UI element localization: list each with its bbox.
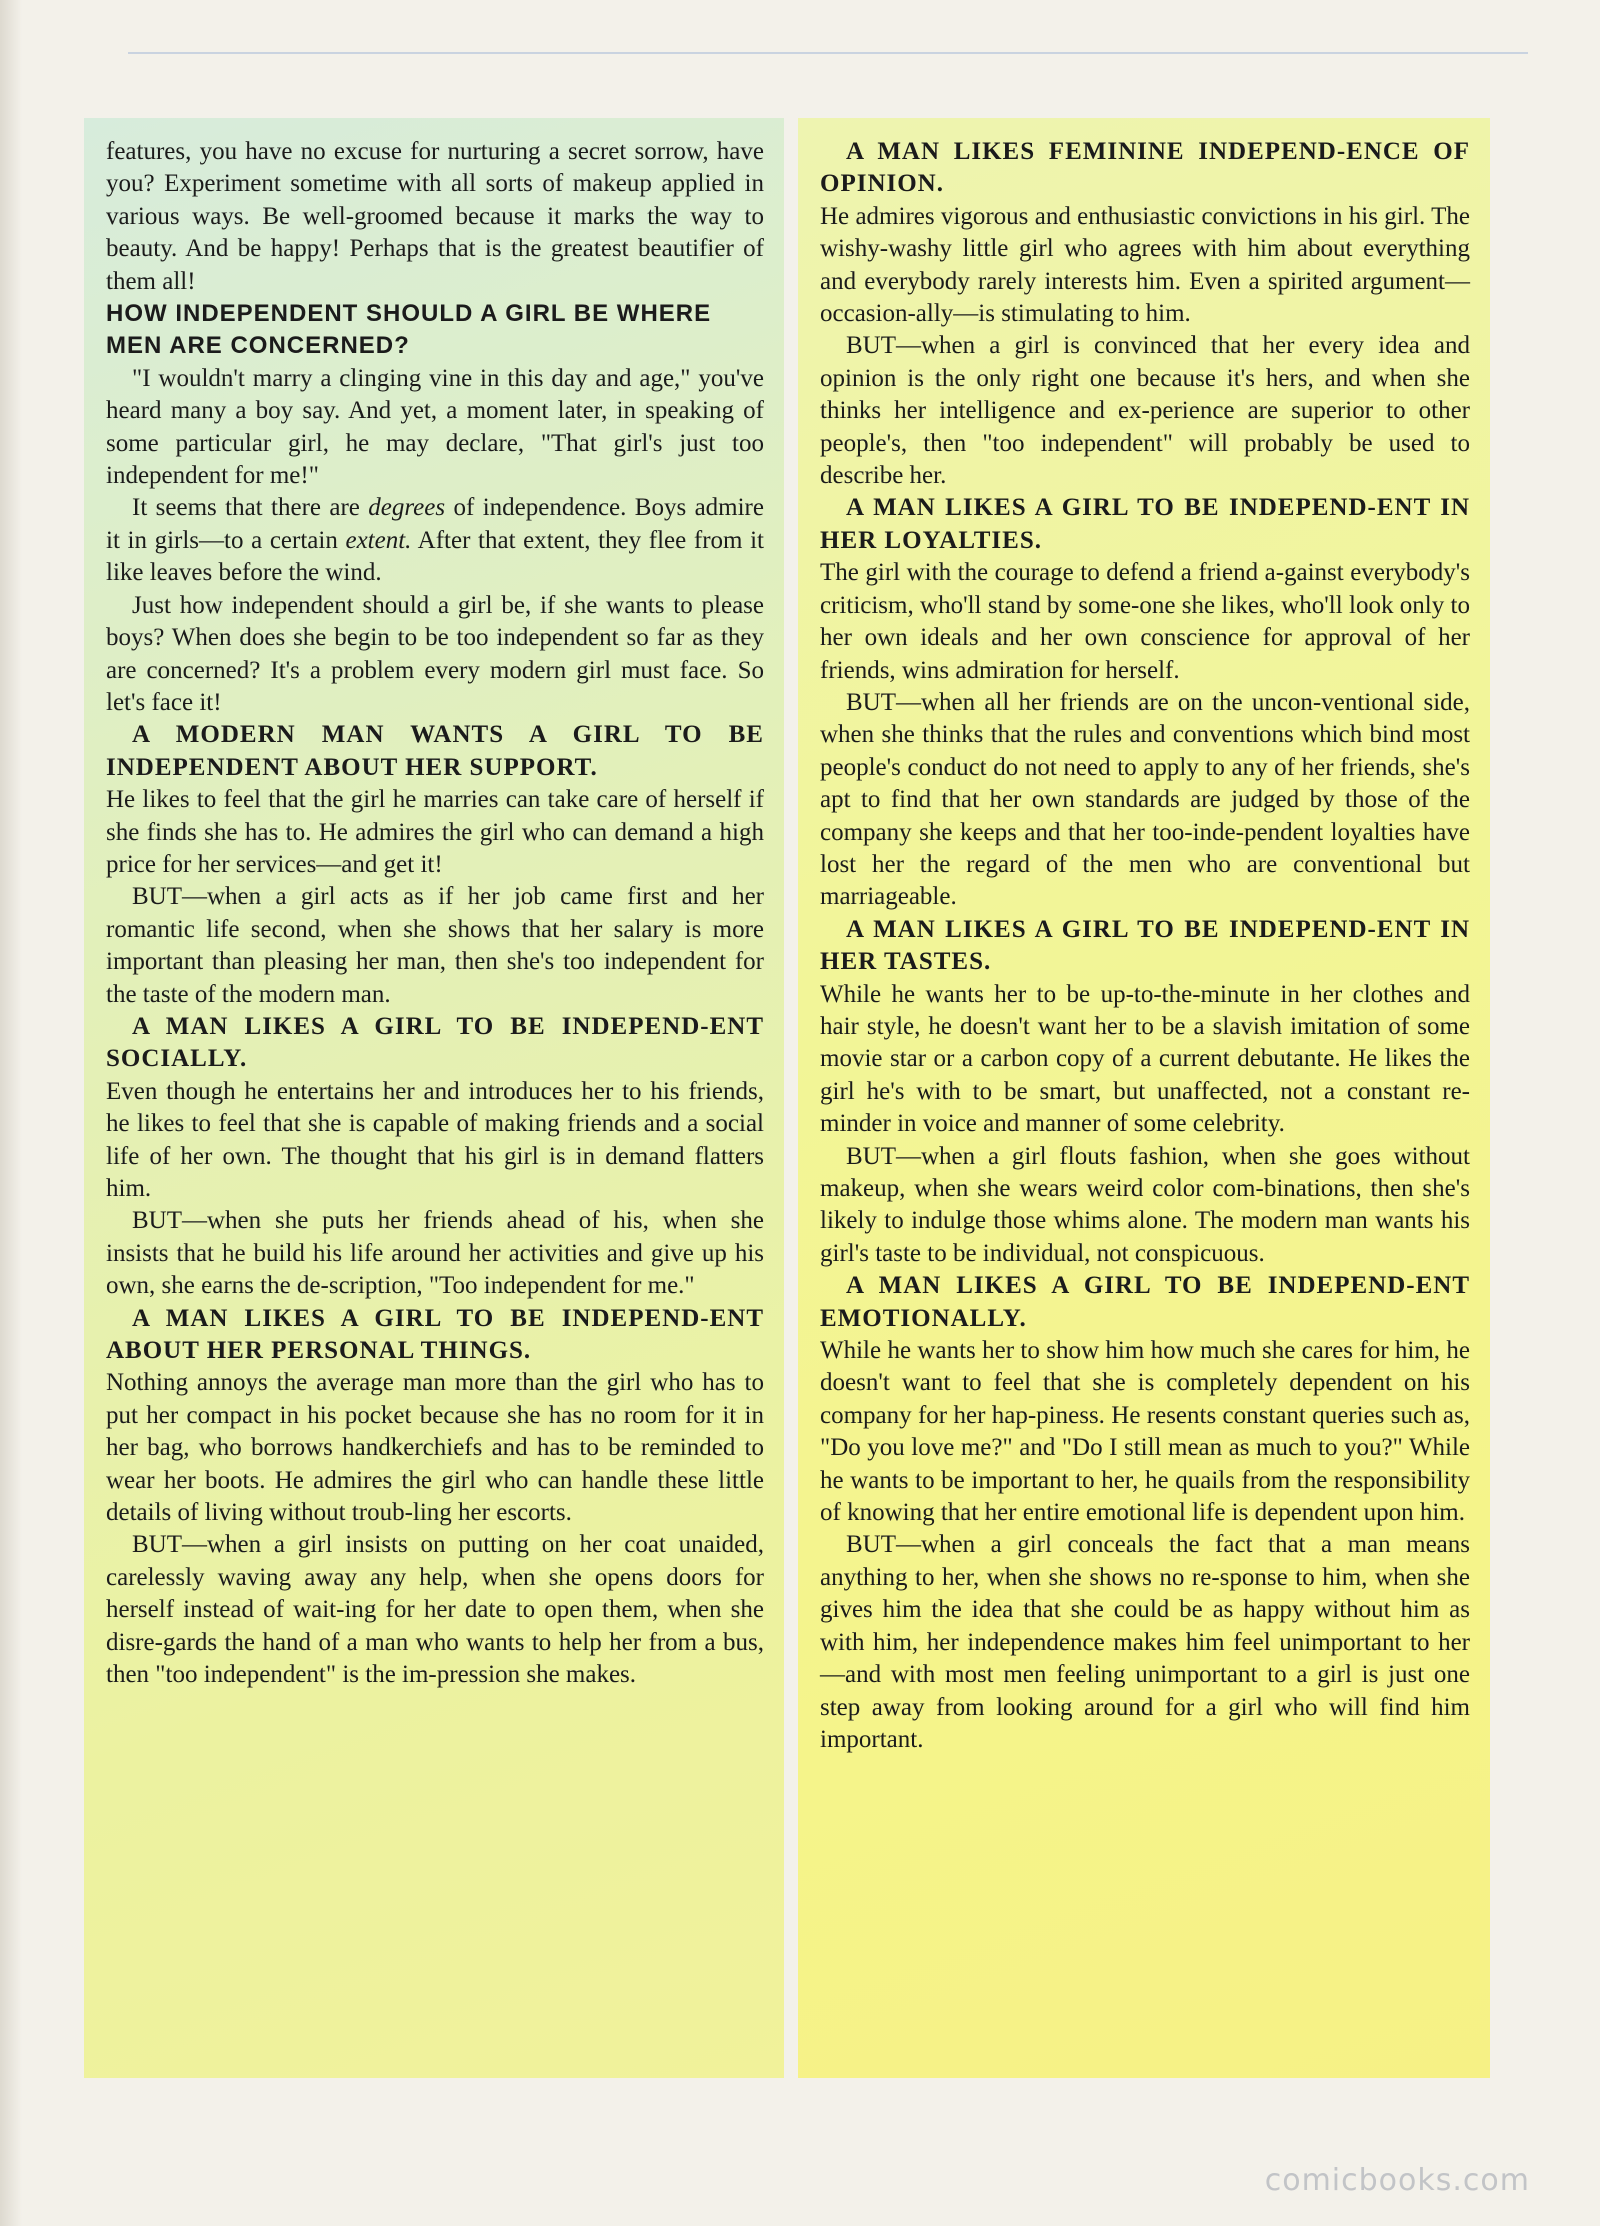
section-heading: HOW INDEPENDENT SHOULD A GIRL BE WHERE MEN ARE CONCERNED? bbox=[106, 300, 712, 360]
subsection-heading: A MAN LIKES FEMININE INDEPEND-ENCE OF OPINION. bbox=[820, 138, 1470, 198]
subsection-heading: A MAN LIKES A GIRL TO BE INDEPEND-ENT SOCIALLY. bbox=[106, 1012, 764, 1073]
body-paragraph: He admires vigorous and enthusiastic convictions in his girl. The wishy-washy little girl who agrees with him about everything and everybody rarely interests him. Even a spirited argument—occasion-ally—is stimulating to him. bbox=[820, 202, 1470, 328]
emphasis-text: degrees bbox=[368, 494, 446, 522]
right-column bbox=[798, 118, 1490, 2078]
emphasis-text: extent. bbox=[345, 526, 412, 554]
watermark: comicbooks.com bbox=[1264, 2163, 1530, 2198]
subsection-heading: A MAN LIKES A GIRL TO BE INDEPEND-ENT IN HER LOYALTIES. bbox=[820, 494, 1470, 554]
body-paragraph: BUT—when a girl is convinced that her every idea and opinion is the only right one because it's hers, and when she thinks her intelligence and ex-perience are superior to other people's, then "too independent" will probably be used to describe her. bbox=[820, 332, 1470, 490]
paragraph-text: of independence. Boys admire it in girls—to a certain bbox=[106, 494, 764, 554]
body-paragraph: BUT—when all her friends are on the uncon-ventional side, when she thinks that the rules and conventions which bind most people's conduct do not need to apply to any of her friends, she's apt to find that her own standards are judged by those of the company she keeps and that her too-inde-pendent loyalties have lost her the regard of the men who are conventional but marriageable. bbox=[820, 688, 1470, 911]
body-paragraph: BUT—when a girl flouts fashion, when she goes without makeup, when she wears weird color com-binations, then she's likely to indulge those whims alone. The modern man wants his girl's taste to be individual, not conspicuous. bbox=[820, 1142, 1470, 1267]
body-paragraph: "I wouldn't marry a clinging vine in this day and age," you've heard many a boy say. And yet, a moment later, in speaking of some particular girl, he may declare, "That girl's just too independent for me!" bbox=[106, 364, 764, 490]
body-paragraph: BUT—when a girl insists on putting on her coat unaided, carelessly waving away any help, when she opens doors for herself instead of wait-ing for her date to open them, when she disre-gards the hand of a man who wants to help her from a bus, then "too independent" is the im-pression she makes. bbox=[106, 1531, 764, 1689]
body-paragraph: The girl with the courage to defend a friend a-gainst everybody's criticism, who'll stand by some-one she likes, who'll look only to her own ideals and her own conscience for approval of her friends, wins admiration for herself. bbox=[820, 559, 1470, 684]
body-paragraph: BUT—when a girl acts as if her job came first and her romantic life second, when she shows that her salary is more important than pleasing her man, then she's too independent for the taste of the modern man. bbox=[106, 883, 764, 1008]
body-paragraph: Even though he entertains her and introduces her to his friends, he likes to feel that she is capable of making friends and a social life of her own. The thought that his girl is in demand flatters him. bbox=[106, 1077, 764, 1202]
body-paragraph: He likes to feel that the girl he marries can take care of herself if she finds she has to. He admires the girl who can demand a high price for her services—and get it! bbox=[106, 786, 764, 878]
body-paragraph: While he wants her to be up-to-the-minute in her clothes and hair style, he doesn't want her to be a slavish imitation of some movie star or a carbon copy of a current debutante. He likes the girl he's with to be smart, but unaffected, not a constant re-minder in voice and manner of some celebrity. bbox=[820, 980, 1470, 1138]
subsection-heading: A MAN LIKES A GIRL TO BE INDEPEND-ENT EMOTIONALLY. bbox=[820, 1272, 1470, 1332]
paragraph-text: It seems that there are bbox=[132, 494, 369, 522]
subsection-heading: A MAN LIKES A GIRL TO BE INDEPEND-ENT IN HER TASTES. bbox=[820, 915, 1470, 976]
body-paragraph: Nothing annoys the average man more than the girl who has to put her compact in his pocket because she has no room for it in her bag, who borrows handkerchiefs and has to be reminded to wear her boots. He admires the girl who can handle these little details of living without troub-ling her escorts. bbox=[106, 1369, 764, 1527]
body-paragraph: BUT—when she puts her friends ahead of his, when she insists that he build his life around her activities and give up his own, she earns the de-scription, "Too independent for me." bbox=[106, 1207, 764, 1300]
body-paragraph: features, you have no excuse for nurturing a secret sorrow, have you? Experiment sometime with all sorts of makeup applied in various ways. Be well-groomed because it marks the way to beauty. And be happy! Perhaps that is the greatest beautifier of them all! bbox=[106, 138, 764, 295]
top-rule bbox=[128, 52, 1528, 54]
body-paragraph: While he wants her to show him how much she cares for him, he doesn't want to feel that she is completely dependent on his company for her hap-piness. He resents constant queries such as, "Do you love me?" and "Do I still mean as much to you?" While he wants to be important to her, he quails from the responsibility of knowing that her entire emotional life is dependent upon him. bbox=[820, 1337, 1470, 1527]
body-paragraph: BUT—when a girl conceals the fact that a man means anything to her, when she shows no re-sponse to him, when she gives him the idea that she could be as happy without him as with him, her independence makes him feel unimportant to her—and with most men feeling unimportant to a girl is just one step away from looking around for a girl who will find him important. bbox=[820, 1531, 1470, 1753]
body-paragraph: Just how independent should a girl be, if she wants to please boys? When does she begin to be too independent so far as they are concerned? It's a problem every modern girl must face. So let's face it! bbox=[106, 591, 764, 716]
paragraph-text: After that extent, they flee from it like leaves before the wind. bbox=[106, 526, 764, 587]
body-paragraph bbox=[106, 492, 764, 589]
page-edge bbox=[0, 0, 22, 2226]
subsection-heading: A MAN LIKES A GIRL TO BE INDEPEND-ENT ABOUT HER PERSONAL THINGS. bbox=[106, 1304, 764, 1365]
subsection-heading: A MODERN MAN WANTS A GIRL TO BE INDEPENDENT ABOUT HER SUPPORT. bbox=[106, 721, 764, 781]
left-column bbox=[84, 118, 784, 2078]
